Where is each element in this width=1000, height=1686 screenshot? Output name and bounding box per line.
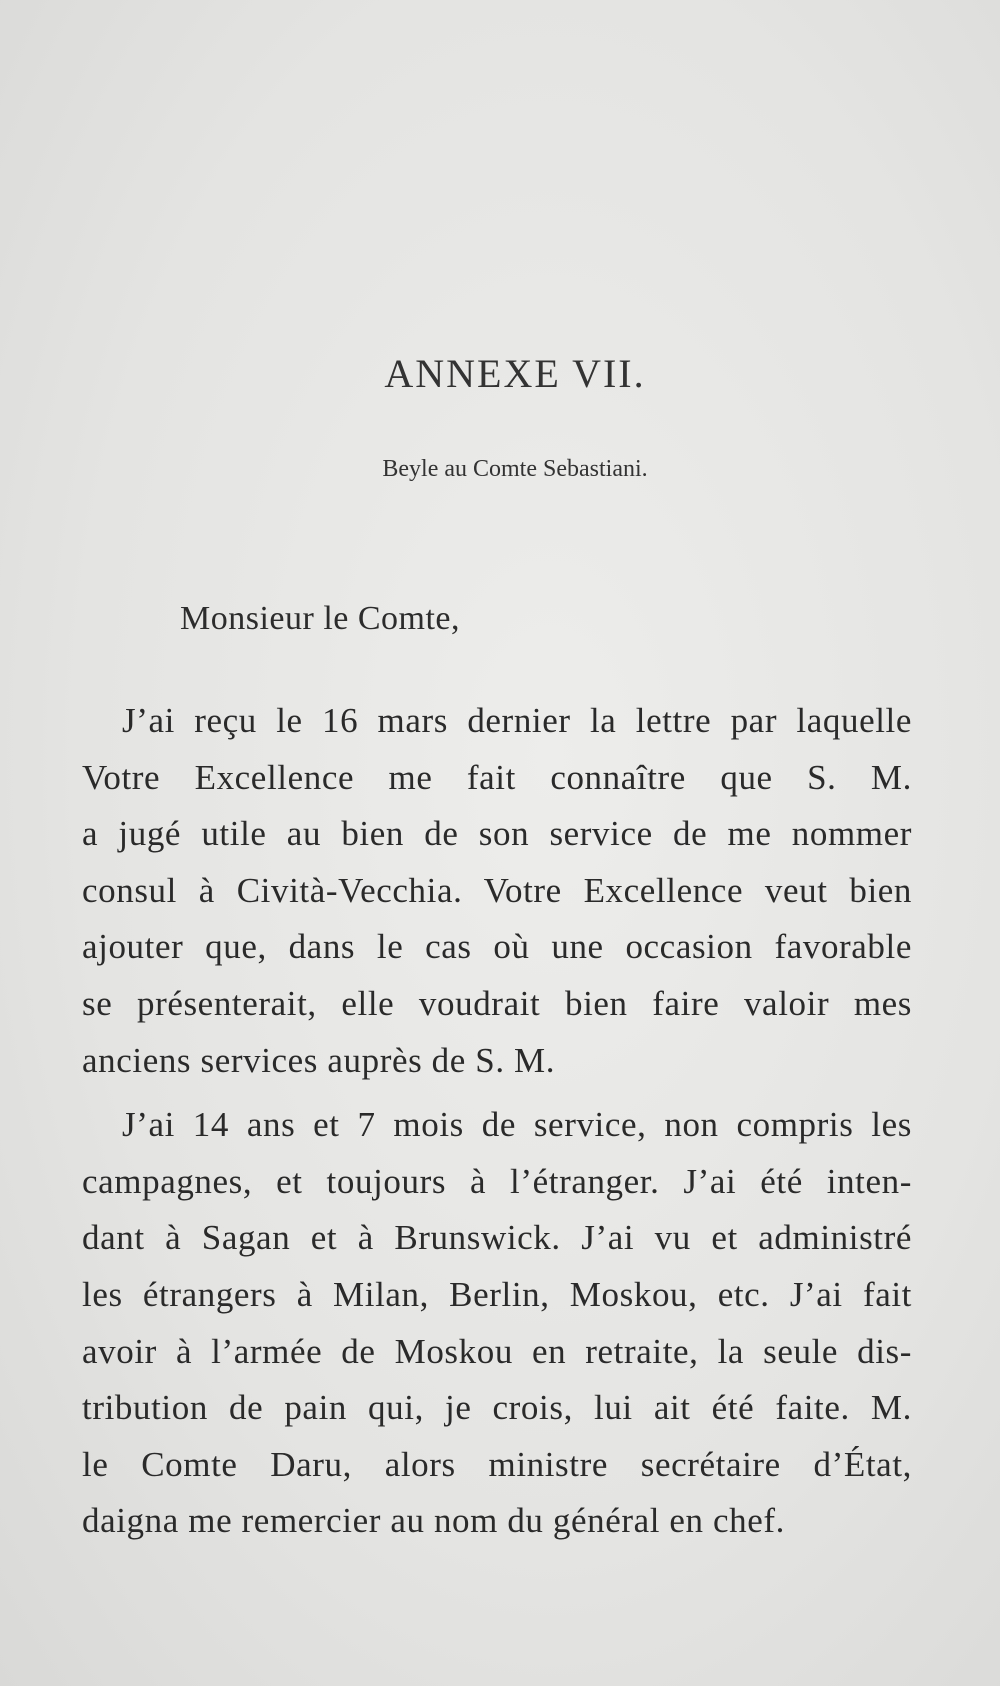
- text-line: J’ai 14 ans et 7 mois de service, non compris les: [122, 1105, 912, 1145]
- letter-body: [82, 693, 912, 1550]
- paragraph-1: [82, 693, 912, 1089]
- text-line: les étrangers à Milan, Berlin, Moskou, etc. J’ai fait: [82, 1274, 912, 1314]
- text-line: a jugé utile au bien de son service de me nommer: [82, 814, 912, 854]
- annex-title: ANNEXE VII.: [384, 351, 646, 396]
- text-line: se présenterait, elle voudrait bien faire valoir mes: [82, 983, 912, 1023]
- paragraph-2: [82, 1097, 912, 1550]
- letter-subtitle: Beyle au Comte Sebastiani.: [382, 456, 648, 482]
- text-line: campagnes, et toujours à l’étranger. J’ai été inten-: [82, 1161, 912, 1201]
- text-line: Votre Excellence me fait connaître que S. M.: [82, 757, 912, 797]
- text-line: daigna me remercier au nom du général en chef.: [82, 1501, 785, 1541]
- text-line: anciens services auprès de S. M.: [82, 1040, 556, 1080]
- text-line: dant à Sagan et à Brunswick. J’ai vu et administré: [82, 1218, 912, 1258]
- text-line: ajouter que, dans le cas où une occasion favorable: [82, 927, 912, 967]
- text-line: consul à Cività-Vecchia. Votre Excellence veut bien: [82, 870, 912, 910]
- text-line: le Comte Daru, alors ministre secrétaire d’État,: [82, 1444, 912, 1484]
- letter-salutation: Monsieur le Comte,: [180, 600, 461, 637]
- text-line: tribution de pain qui, je crois, lui ait été faite. M.: [82, 1388, 912, 1428]
- text-line: avoir à l’armée de Moskou en retraite, la seule dis-: [82, 1331, 912, 1371]
- text-line: J’ai reçu le 16 mars dernier la lettre par laquelle: [122, 701, 912, 740]
